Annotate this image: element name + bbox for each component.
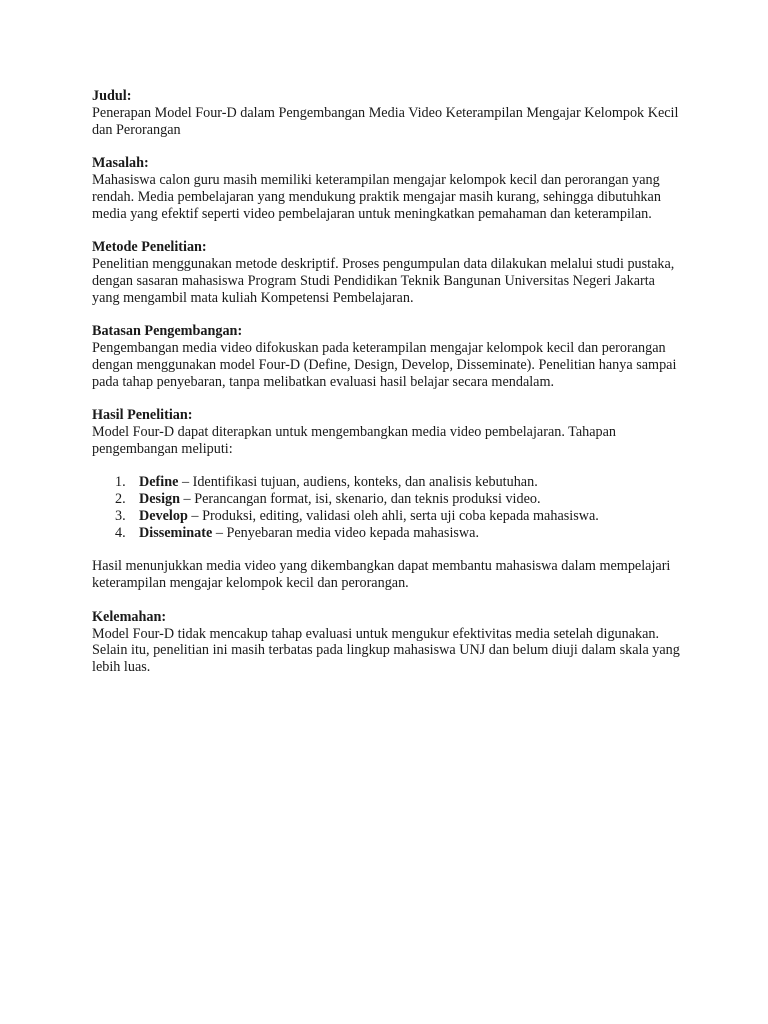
list-item [92, 508, 682, 525]
list-item [92, 491, 682, 508]
step-term: Design [139, 491, 180, 508]
section-heading: Batasan Pengembangan: [92, 323, 243, 340]
steps-list [92, 474, 682, 541]
section-batasan [92, 323, 682, 390]
step-description: – Identifikasi tujuan, audiens, konteks, dan analisis kebutuhan. [178, 474, 538, 491]
step-description: – Perancangan format, isi, skenario, dan teknis produksi video. [180, 491, 541, 508]
section-text: Penerapan Model Four-D dalam Pengembangan Media Video Keterampilan Mengajar Kelompok Kecil dan Perorangan [92, 104, 679, 138]
step-term: Develop [139, 507, 188, 524]
list-number: 2. [115, 491, 126, 508]
section-intro: Model Four-D dapat diterapkan untuk mengembangkan media video pembelajaran. Tahapan pengembangan meliputi: [92, 423, 617, 457]
step-term: Define [139, 474, 179, 491]
section-kelemahan [92, 609, 682, 676]
list-item [92, 525, 682, 542]
section-text: Model Four-D tidak mencakup tahap evaluasi untuk mengukur efektivitas media setelah digunakan. Selain itu, penelitian ini masih terbatas pada lingkup mahasiswa UNJ dan belum diuji dalam skala yang lebih luas. [92, 625, 680, 676]
section-conclusion: Hasil menunjukkan media video yang dikembangkan dapat membantu mahasiswa dalam mempelajari keterampilan mengajar kelompok kecil dan perorangan. [92, 558, 671, 592]
section-heading: Kelemahan: [92, 608, 167, 625]
section-text: Penelitian menggunakan metode deskriptif. Proses pengumpulan data dilakukan melalui studi pustaka, dengan sasaran mahasiswa Program Studi Pendidikan Teknik Bangunan Universitas Negeri Jakarta yang mengambil mata kuliah Kompetensi Pembelajaran. [92, 255, 675, 306]
step-description: – Produksi, editing, validasi oleh ahli, serta uji coba kepada mahasiswa. [187, 507, 599, 524]
section-heading: Masalah: [92, 155, 149, 172]
section-metode [92, 239, 682, 306]
section-heading: Judul: [92, 88, 132, 104]
section-text: Mahasiswa calon guru masih memiliki keterampilan mengajar kelompok kecil dan perorangan yang rendah. Media pembelajaran yang mendukung praktik mengajar masih kurang, sehingga dibutuhkan media yang efektif seperti video pembelajaran untuk meningkatkan pemahaman dan keterampilan. [92, 171, 661, 222]
list-number: 3. [115, 507, 126, 524]
section-heading: Hasil Penelitian: [92, 407, 193, 424]
section-hasil [92, 407, 682, 592]
list-number: 1. [115, 474, 126, 491]
section-judul [92, 88, 682, 138]
section-masalah [92, 155, 682, 222]
step-description: – Penyebaran media video kepada mahasiswa. [212, 524, 480, 541]
list-number: 4. [115, 524, 126, 541]
section-text: Pengembangan media video difokuskan pada keterampilan mengajar kelompok kecil dan perorangan dengan menggunakan model Four-D (Define, Design, Develop, Disseminate). Penelitian hanya sampai pada tahap penyebaran, tanpa melibatkan evaluasi hasil belajar secara mendalam. [92, 339, 677, 390]
list-item [92, 474, 682, 491]
section-heading: Metode Penelitian: [92, 239, 207, 256]
document-page [92, 88, 682, 693]
step-term: Disseminate [139, 524, 213, 541]
